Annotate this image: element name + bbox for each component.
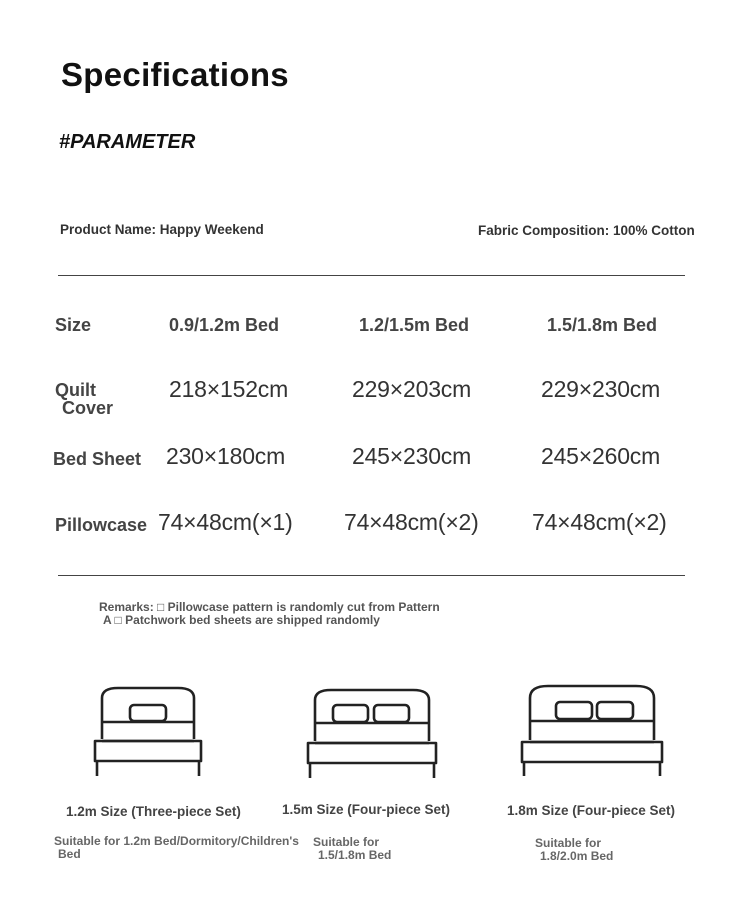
parameter-heading: #PARAMETER [59, 131, 196, 153]
suitable-line: Suitable for 1.2m Bed/Dormitory/Children's [54, 834, 299, 848]
table-cell: 245×260cm [541, 443, 661, 469]
bed-caption: 1.2m Size (Three-piece Set) [66, 804, 241, 819]
row-label-line: Cover [62, 398, 114, 418]
remarks-line: Remarks: □ Pillowcase pattern is randomly cut from Pattern [99, 600, 440, 614]
double-bed-icon [305, 686, 439, 780]
suitable-line: Suitable for [313, 835, 380, 849]
remarks-line: A □ Patchwork bed sheets are shipped randomly [103, 613, 380, 627]
row-label-line: Quilt [55, 380, 96, 400]
table-cell: 74×48cm(×2) [532, 509, 667, 535]
row-label-quilt-cover [55, 381, 113, 417]
suitable-text [54, 835, 299, 861]
product-name: Product Name: Happy Weekend [60, 222, 264, 237]
suitable-line: Suitable for [535, 836, 602, 850]
size-label: Size [55, 315, 92, 335]
single-bed-icon [92, 684, 204, 778]
fabric-composition: Fabric Composition: 100% Cotton [478, 223, 695, 238]
suitable-text [535, 837, 613, 863]
column-header: 1.5/1.8m Bed [547, 315, 658, 335]
suitable-line: 1.5/1.8m Bed [318, 848, 392, 862]
divider-top [58, 275, 685, 276]
table-cell: 74×48cm(×2) [344, 509, 479, 535]
suitable-line: Bed [58, 847, 81, 861]
table-cell: 230×180cm [166, 443, 286, 469]
table-cell: 245×230cm [352, 443, 472, 469]
suitable-line: 1.8/2.0m Bed [540, 849, 614, 863]
row-label-bed-sheet: Bed Sheet [53, 449, 142, 469]
table-cell: 229×230cm [541, 376, 661, 402]
column-header: 0.9/1.2m Bed [169, 315, 280, 335]
table-cell: 218×152cm [169, 376, 289, 402]
divider-bottom [58, 575, 685, 576]
bed-caption: 1.8m Size (Four-piece Set) [507, 803, 676, 818]
column-header: 1.2/1.5m Bed [359, 315, 470, 335]
table-cell: 229×203cm [352, 376, 472, 402]
table-cell: 74×48cm(×1) [158, 509, 293, 535]
suitable-text [313, 836, 391, 862]
bed-caption: 1.5m Size (Four-piece Set) [282, 802, 451, 817]
row-label-pillowcase: Pillowcase [55, 515, 148, 535]
king-bed-icon [518, 682, 666, 778]
page-title: Specifications [61, 56, 289, 93]
